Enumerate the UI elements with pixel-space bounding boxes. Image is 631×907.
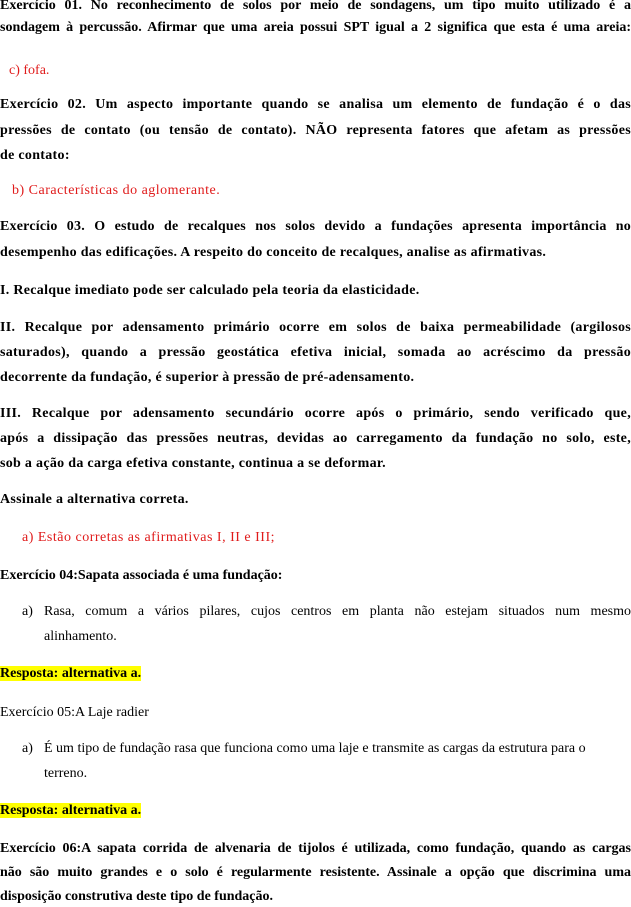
ex3-item2-line2: saturados), quando a pressão geostática efetiva inicial, somada ao acréscimo da pressão [0,345,631,360]
ex4-resposta [0,666,141,682]
ex3-item2-line3: decorrente da fundação, é superior à pressão de pré-adensamento. [0,370,415,385]
ex2-line2: pressões de contato (ou tensão de contato). NÃO representa fatores que afetam as pressões [0,123,631,138]
ex3-item3-line1: III. Recalque por adensamento secundário ocorre após o primário, sendo verificado que, [0,406,631,421]
ex5-option-line2: terreno. [44,766,88,781]
ex4-option-line1: Rasa, comum a vários pilares, cujos centros em planta não estejam situados num mesmo [44,604,631,619]
ex3-line2: desempenho das edificações. A respeito do conceito de recalques, analise as afirmativas. [0,245,547,260]
ex3-item1: I. Recalque imediato pode ser calculado pela teoria da elasticidade. [0,283,420,298]
ex4-title: Exercício 04:Sapata associada é uma fundação: [0,568,283,583]
ex4-option-letter: a) [22,604,33,619]
ex3-line1: Exercício 03. O estudo de recalques nos solos devido a fundações apresenta importância no [0,219,631,234]
ex2-line1: Exercício 02. Um aspecto importante quando se analisa um elemento de fundação é o das [0,97,631,112]
ex3-item3-line3: sob a ação da carga efetiva constante, continua a se deformar. [0,456,386,471]
ex5-resposta-highlight: Resposta: alternativa a. [0,803,142,818]
ex3-item3-line2: após a dissipação das pressões neutras, devidas ao carregamento da fundação no solo, este, [0,431,631,446]
ex3-answer: a) Estão corretas as afirmativas I, II e III; [22,530,275,545]
ex1-answer: c) fofa. [9,63,50,78]
ex5-resposta [0,803,141,819]
ex5-title: Exercício 05:A Laje radier [0,705,149,720]
ex1-line2: sondagem à percussão. Afirmar que uma areia possui SPT igual a 2 significa que esta é uma areia: [0,20,631,35]
ex5-option-letter: a) [22,741,33,756]
ex2-answer: b) Características do aglomerante. [12,183,221,198]
ex6-line2: não são muito grandes e o solo é regularmente resistente. Assinale a opção que discrimina uma [0,865,631,880]
ex2-line3: de contato: [0,148,70,163]
ex6-line3: disposição construtiva deste tipo de fundação. [0,889,274,904]
ex1-line1: Exercício 01. No reconhecimento de solos por meio de sondagens, um tipo muito utilizado é a [0,0,631,13]
ex3-item2-line1: II. Recalque por adensamento primário ocorre em solos de baixa permeabilidade (argilosos [0,320,631,335]
ex3-prompt: Assinale a alternativa correta. [0,492,189,507]
ex4-resposta-highlight: Resposta: alternativa a. [0,666,142,681]
ex4-option-line2: alinhamento. [44,629,117,644]
ex5-option-line1: É um tipo de fundação rasa que funciona como uma laje e transmite as cargas da estrutura para o [44,741,586,756]
ex6-line1: Exercício 06:A sapata corrida de alvenaria de tijolos é utilizada, como fundação, quando as cargas [0,841,631,856]
